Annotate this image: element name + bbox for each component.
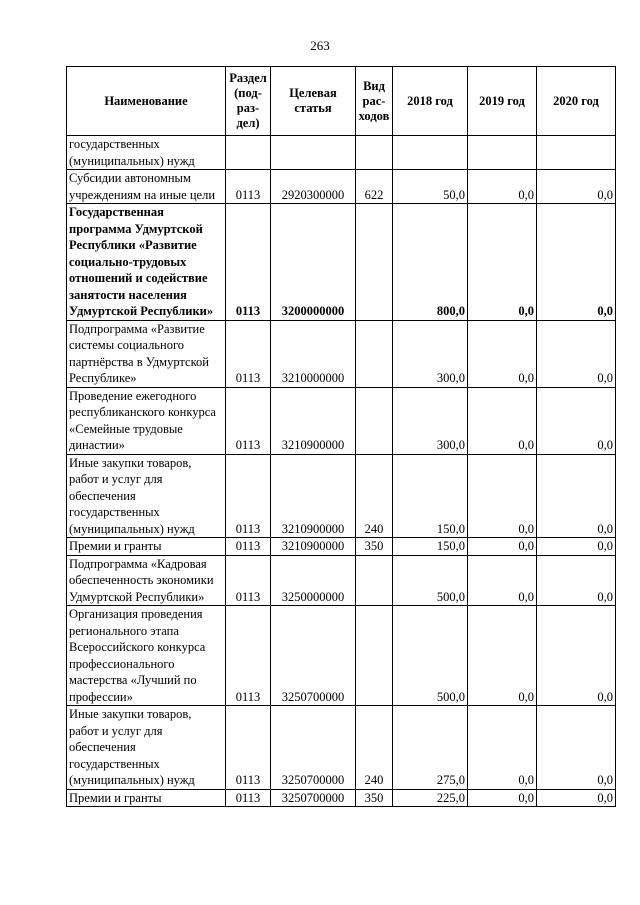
cell-2018: 50,0 bbox=[393, 170, 468, 204]
cell-name: Премии и гранты bbox=[67, 789, 226, 807]
cell-2020: 0,0 bbox=[537, 538, 616, 556]
table-row bbox=[67, 170, 616, 204]
cell-2020: 0,0 bbox=[537, 789, 616, 807]
cell-2020: 0,0 bbox=[537, 606, 616, 706]
cell-2019: 0,0 bbox=[468, 538, 537, 556]
cell-target: 3250700000 bbox=[271, 706, 356, 790]
cell-target: 3250000000 bbox=[271, 555, 356, 606]
cell-2020: 0,0 bbox=[537, 387, 616, 454]
cell-name: Иные закупки товаров, работ и услуг для обеспечения государственных (муниципальных) нужд bbox=[67, 706, 226, 790]
budget-table bbox=[66, 66, 616, 807]
cell-section: 0113 bbox=[226, 538, 271, 556]
cell-2019: 0,0 bbox=[468, 789, 537, 807]
cell-2020: 0,0 bbox=[537, 204, 616, 321]
cell-2020: 0,0 bbox=[537, 170, 616, 204]
table-row bbox=[67, 387, 616, 454]
cell-2018: 800,0 bbox=[393, 204, 468, 321]
cell-target: 3210900000 bbox=[271, 387, 356, 454]
cell-name: Организация проведения регионального этапа Всероссийского конкурса профессионального мастерства «Лучший по профессии» bbox=[67, 606, 226, 706]
table-row bbox=[67, 204, 616, 321]
table-row bbox=[67, 136, 616, 170]
cell-target: 3250700000 bbox=[271, 789, 356, 807]
cell-section: 0113 bbox=[226, 454, 271, 538]
cell-2019: 0,0 bbox=[468, 555, 537, 606]
cell-type: 350 bbox=[356, 789, 393, 807]
cell-2018: 275,0 bbox=[393, 706, 468, 790]
cell-target: 3210900000 bbox=[271, 538, 356, 556]
header-2019: 2019 год bbox=[468, 67, 537, 136]
cell-2020 bbox=[537, 136, 616, 170]
cell-type bbox=[356, 606, 393, 706]
cell-section: 0113 bbox=[226, 606, 271, 706]
table-row bbox=[67, 320, 616, 387]
table-row bbox=[67, 789, 616, 807]
cell-2019: 0,0 bbox=[468, 706, 537, 790]
cell-2019: 0,0 bbox=[468, 606, 537, 706]
table-row bbox=[67, 606, 616, 706]
cell-2019: 0,0 bbox=[468, 454, 537, 538]
header-row bbox=[67, 67, 616, 136]
header-2018: 2018 год bbox=[393, 67, 468, 136]
cell-2019: 0,0 bbox=[468, 170, 537, 204]
cell-2018: 225,0 bbox=[393, 789, 468, 807]
cell-name: государственных (муниципальных) нужд bbox=[67, 136, 226, 170]
cell-section: 0113 bbox=[226, 789, 271, 807]
cell-section: 0113 bbox=[226, 320, 271, 387]
cell-2019: 0,0 bbox=[468, 204, 537, 321]
header-2020: 2020 год bbox=[537, 67, 616, 136]
cell-section bbox=[226, 136, 271, 170]
cell-name: Субсидии автономным учреждениям на иные цели bbox=[67, 170, 226, 204]
cell-2020: 0,0 bbox=[537, 454, 616, 538]
header-section: Раздел (под-раз-дел) bbox=[226, 67, 271, 136]
cell-target: 3250700000 bbox=[271, 606, 356, 706]
cell-type bbox=[356, 204, 393, 321]
cell-2020: 0,0 bbox=[537, 706, 616, 790]
cell-type: 350 bbox=[356, 538, 393, 556]
cell-type bbox=[356, 555, 393, 606]
cell-2018: 500,0 bbox=[393, 555, 468, 606]
cell-2018 bbox=[393, 136, 468, 170]
cell-2018: 150,0 bbox=[393, 538, 468, 556]
cell-2018: 150,0 bbox=[393, 454, 468, 538]
cell-target: 3210000000 bbox=[271, 320, 356, 387]
cell-2020: 0,0 bbox=[537, 555, 616, 606]
cell-name: Проведение ежегодного республиканского конкурса «Семейные трудовые династии» bbox=[67, 387, 226, 454]
cell-2020: 0,0 bbox=[537, 320, 616, 387]
cell-name: Премии и гранты bbox=[67, 538, 226, 556]
cell-target: 3210900000 bbox=[271, 454, 356, 538]
cell-section: 0113 bbox=[226, 706, 271, 790]
table-row bbox=[67, 555, 616, 606]
table-row bbox=[67, 706, 616, 790]
cell-name: Подпрограмма «Кадровая обеспеченность экономики Удмуртской Республики» bbox=[67, 555, 226, 606]
cell-2019: 0,0 bbox=[468, 387, 537, 454]
cell-name: Государственная программа Удмуртской Республики «Развитие социально-трудовых отношений и содействие занятости населения Удмуртской Республики» bbox=[67, 204, 226, 321]
cell-target: 3200000000 bbox=[271, 204, 356, 321]
cell-type bbox=[356, 320, 393, 387]
table-row bbox=[67, 538, 616, 556]
cell-2018: 300,0 bbox=[393, 320, 468, 387]
cell-target bbox=[271, 136, 356, 170]
header-type: Вид рас-ходов bbox=[356, 67, 393, 136]
cell-section: 0113 bbox=[226, 555, 271, 606]
cell-type: 622 bbox=[356, 170, 393, 204]
cell-type bbox=[356, 136, 393, 170]
cell-2018: 500,0 bbox=[393, 606, 468, 706]
header-target: Целевая статья bbox=[271, 67, 356, 136]
cell-section: 0113 bbox=[226, 204, 271, 321]
header-name: Наименование bbox=[67, 67, 226, 136]
cell-type: 240 bbox=[356, 706, 393, 790]
cell-name: Иные закупки товаров, работ и услуг для обеспечения государственных (муниципальных) нужд bbox=[67, 454, 226, 538]
cell-target: 2920300000 bbox=[271, 170, 356, 204]
cell-section: 0113 bbox=[226, 170, 271, 204]
table-row bbox=[67, 454, 616, 538]
page-number: 263 bbox=[310, 38, 330, 53]
cell-2019: 0,0 bbox=[468, 320, 537, 387]
cell-2018: 300,0 bbox=[393, 387, 468, 454]
cell-section: 0113 bbox=[226, 387, 271, 454]
cell-type: 240 bbox=[356, 454, 393, 538]
table-body bbox=[67, 136, 616, 807]
cell-name: Подпрограмма «Развитие системы социального партнёрства в Удмуртской Республике» bbox=[67, 320, 226, 387]
cell-type bbox=[356, 387, 393, 454]
cell-2019 bbox=[468, 136, 537, 170]
